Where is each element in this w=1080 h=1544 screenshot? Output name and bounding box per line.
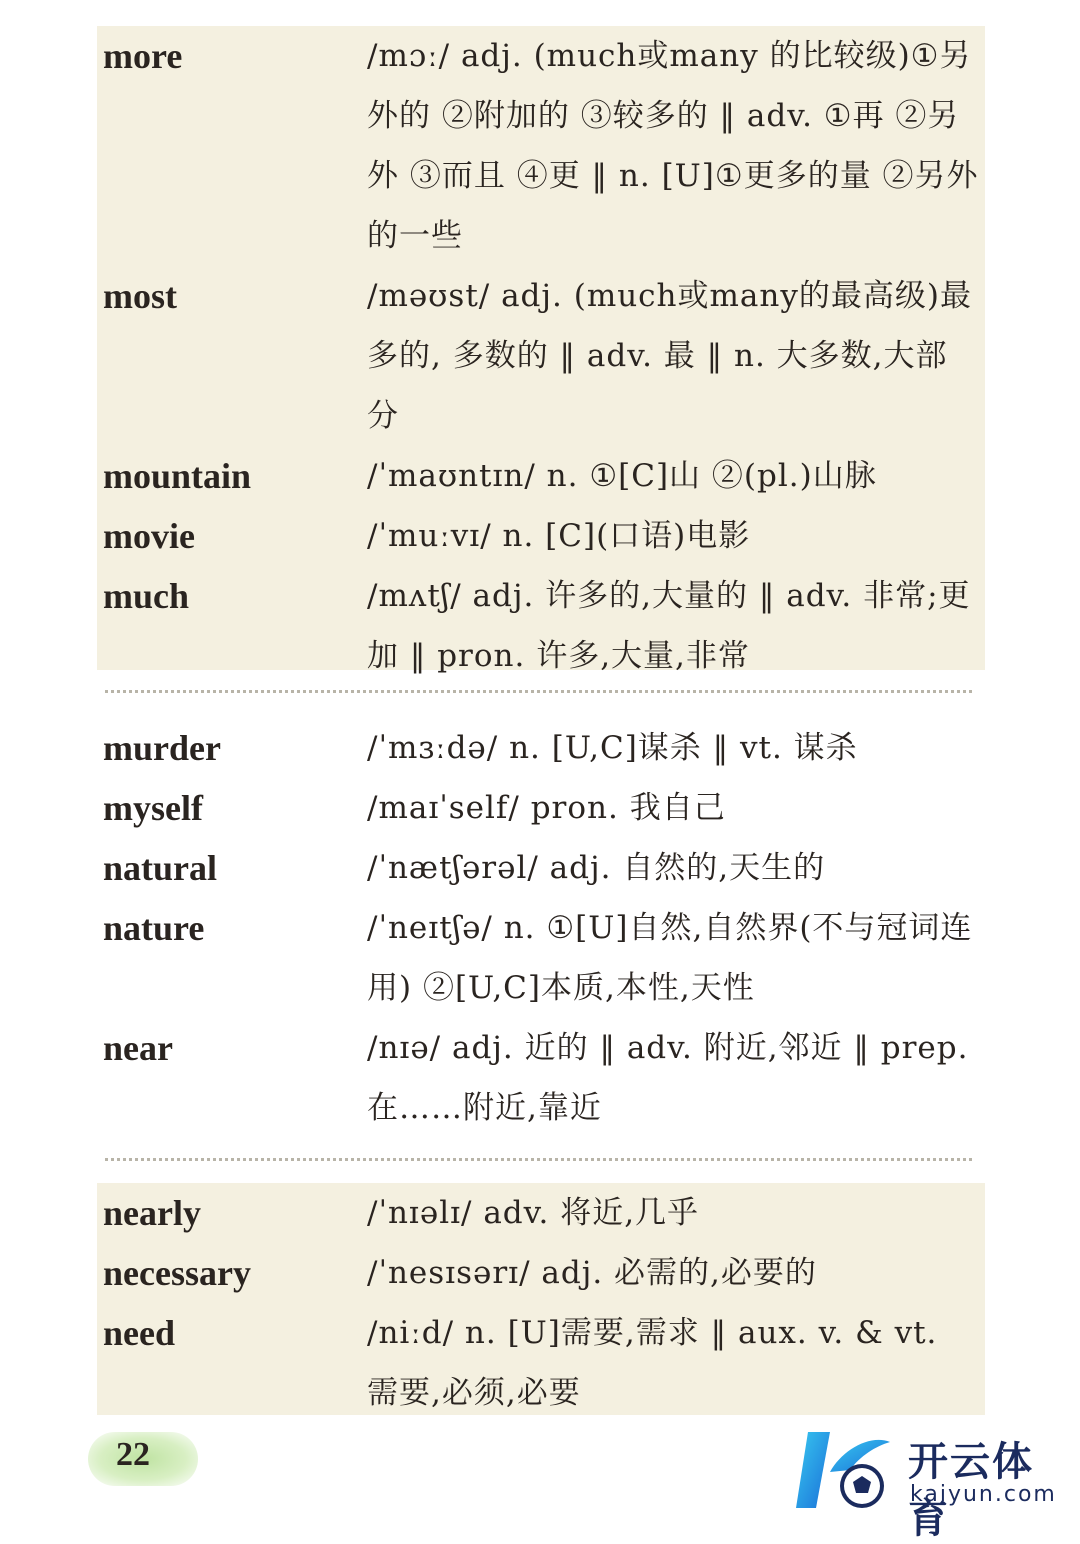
definition: /ˈnesɪsərɪ/ adj. 必需的,必要的 — [367, 1255, 817, 1291]
headword: much — [103, 576, 190, 616]
entry-natural — [97, 838, 985, 898]
definition: /ˈnætʃərəl/ adj. 自然的,天生的 — [367, 850, 826, 886]
definition: /ˈmaʊntɪn/ n. ①[C]山 ②(pl.)山脉 — [367, 458, 877, 494]
watermark-logo — [790, 1420, 1070, 1542]
definition: /mɔː/ adj. (much或many 的比较级)①另外的 ②附加的 ③较多的 ‖ adv. ①再 ②另外 ③而且 ④更 ‖ n. [U]①更多的量 ②另外的一些 — [367, 38, 979, 254]
headword: most — [103, 276, 177, 316]
entry-nature — [97, 898, 985, 1018]
entry-mountain — [97, 446, 985, 506]
watermark-text-cn: 开云体育 — [908, 1439, 1034, 1542]
entry-nearly — [97, 1183, 985, 1243]
headword: murder — [103, 728, 221, 768]
headword: mountain — [103, 456, 252, 496]
definition: /mʌtʃ/ adj. 许多的,大量的 ‖ adv. 非常;更加 ‖ pron. 许多,大量,非常 — [367, 578, 971, 674]
entry-myself — [97, 778, 985, 838]
entry-most — [97, 266, 985, 446]
definition: /nɪə/ adj. 近的 ‖ adv. 附近,邻近 ‖ prep. 在……附近,靠近 — [367, 1030, 969, 1126]
dotted-divider — [105, 1158, 972, 1161]
entry-much — [97, 566, 985, 686]
entry-necessary — [97, 1243, 985, 1303]
headword: nearly — [103, 1193, 201, 1233]
entry-block-1 — [97, 26, 985, 674]
headword: more — [103, 36, 183, 76]
headword: natural — [103, 848, 218, 888]
definition: /məʊst/ adj. (much或many的最高级)最多的, 多数的 ‖ adv. 最 ‖ n. 大多数,大部分 — [367, 278, 972, 434]
entry-more — [97, 26, 985, 266]
entry-murder — [97, 718, 985, 778]
entry-need — [97, 1303, 985, 1423]
definition: /ˈnɪəlɪ/ adv. 将近,几乎 — [367, 1195, 700, 1231]
page-number: 22 — [116, 1436, 150, 1473]
headword: myself — [103, 788, 203, 828]
definition: /ˈmɜːdə/ n. [U,C]谋杀 ‖ vt. 谋杀 — [367, 730, 858, 766]
headword: movie — [103, 516, 195, 556]
headword: necessary — [103, 1253, 251, 1293]
entry-movie — [97, 506, 985, 566]
entry-near — [97, 1018, 985, 1138]
page-number-badge — [88, 1432, 198, 1486]
headword: near — [103, 1028, 173, 1068]
definition: /maɪˈself/ pron. 我自己 — [367, 790, 726, 826]
kaiyun-logo-icon — [790, 1420, 900, 1520]
definition: /niːd/ n. [U]需要,需求 ‖ aux. v. & vt. 需要,必须,必要 — [367, 1315, 938, 1411]
entry-block-3 — [97, 1183, 985, 1415]
dotted-divider — [105, 690, 972, 693]
definition: /ˈneɪtʃə/ n. ①[U]自然,自然界(不与冠词连用) ②[U,C]本质,本性,天性 — [367, 910, 973, 1006]
headword: nature — [103, 908, 205, 948]
entry-block-2 — [97, 708, 985, 1138]
headword: need — [103, 1313, 175, 1353]
definition: /ˈmuːvɪ/ n. [C](口语)电影 — [367, 518, 751, 554]
watermark-text-en: kaiyun.com — [910, 1482, 1057, 1507]
